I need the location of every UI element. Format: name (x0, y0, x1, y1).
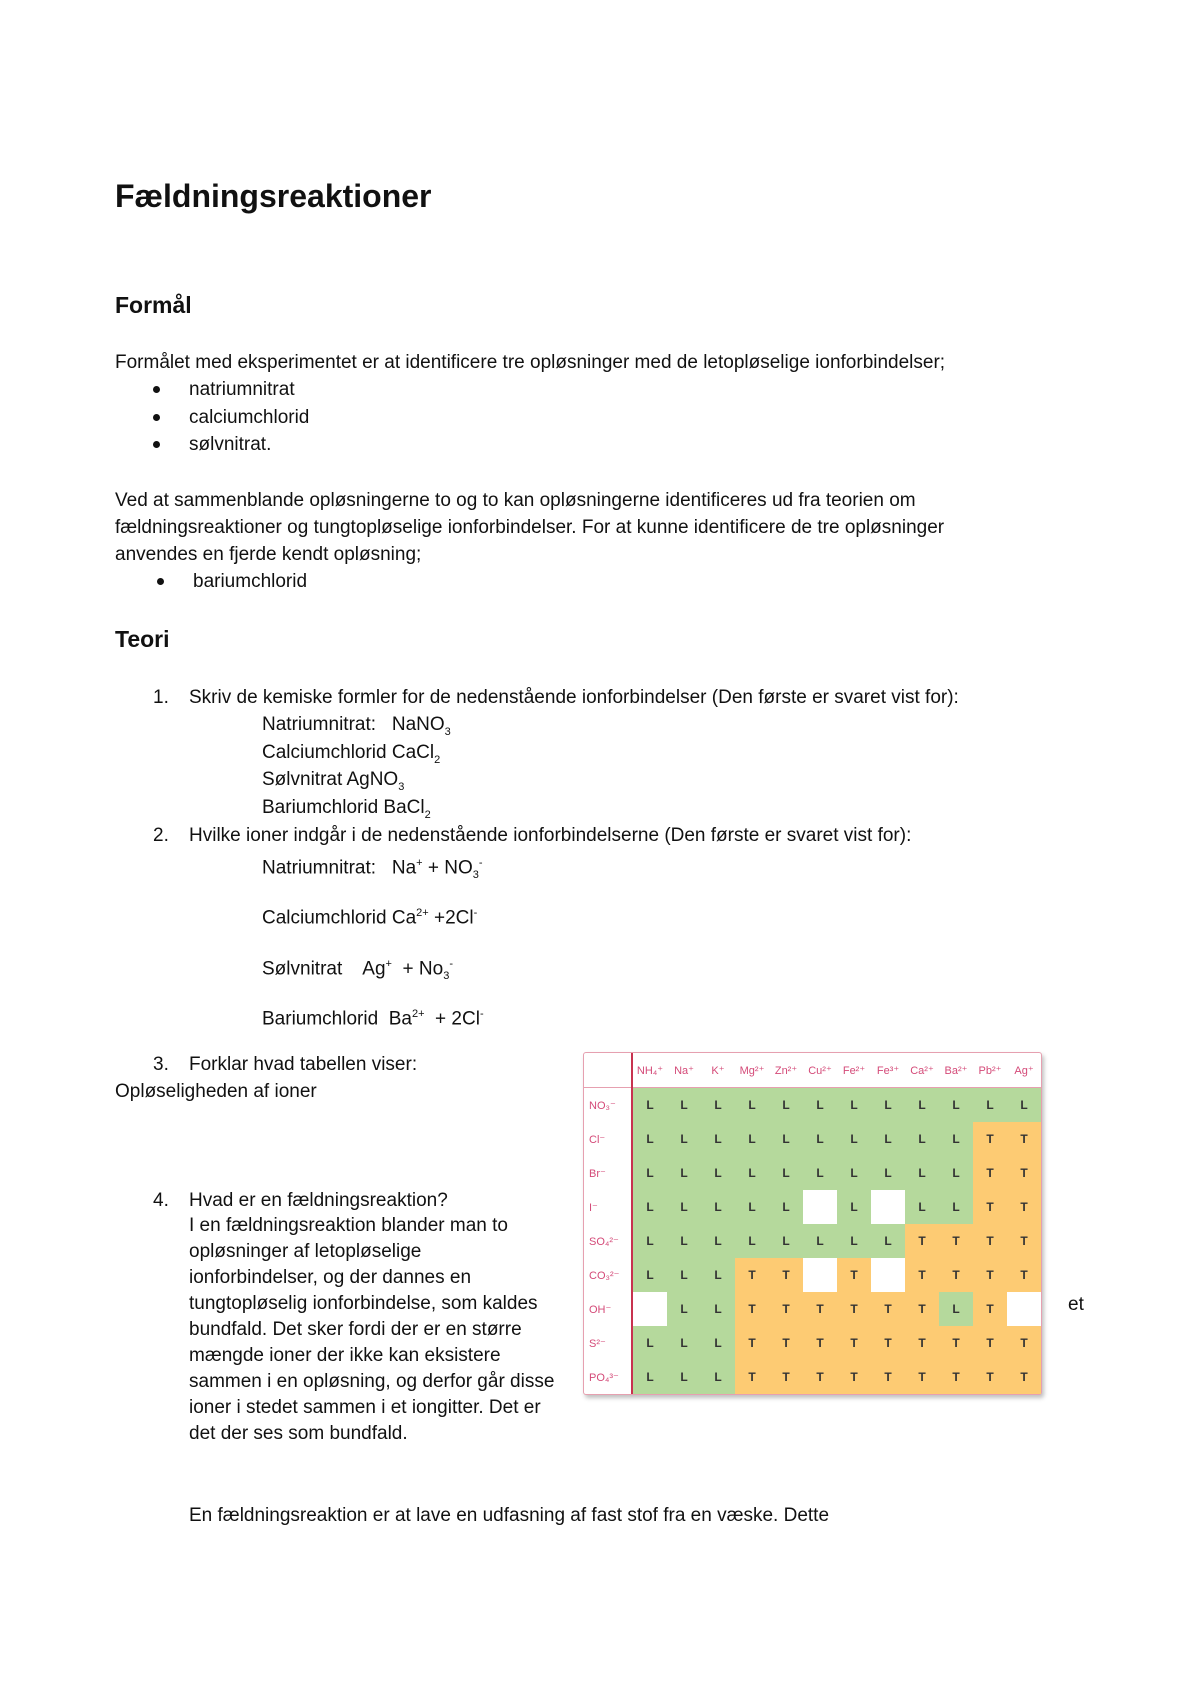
solubility-cell: L (769, 1122, 803, 1156)
formula-segment: - (449, 958, 454, 970)
table-row (584, 1156, 1041, 1190)
anion-header: PO₄³⁻ (584, 1360, 632, 1394)
solubility-cell: T (1007, 1190, 1041, 1224)
page-title: Fældningsreaktioner (115, 178, 432, 214)
ion-answer (262, 902, 477, 929)
question-number: 2. (153, 825, 169, 846)
paragraph-line: fældningsreaktioner og tungtopløselige ionforbindelser. For at kunne identificere de tre opløsninger (115, 517, 945, 538)
formula-segment: - (478, 857, 483, 869)
solubility-cell: T (803, 1326, 837, 1360)
solubility-cell: L (803, 1122, 837, 1156)
table-row (584, 1122, 1041, 1156)
solubility-cell: L (632, 1122, 667, 1156)
solubility-cell: L (667, 1224, 701, 1258)
solubility-cell: L (632, 1190, 667, 1224)
cation-header: Na⁺ (667, 1053, 701, 1088)
formula-segment: 3 (472, 869, 479, 882)
formaal-intro: Formålet med eksperimentet er at identificere tre opløsninger med de letopløselige ionforbindelser; (115, 352, 946, 373)
question-number: 4. (153, 1190, 169, 1211)
solubility-cell: L (803, 1224, 837, 1258)
formula-segment: +2Cl (428, 907, 474, 929)
solubility-cell: L (735, 1122, 769, 1156)
formula-segment: + (416, 857, 423, 869)
solubility-cell: T (769, 1292, 803, 1326)
closing-text: En fældningsreaktion er at lave en udfasning af fast stof fra en væske. Dette (189, 1505, 830, 1526)
solubility-cell: L (667, 1088, 701, 1123)
formula-segment: 3 (443, 970, 450, 983)
solubility-cell: L (701, 1088, 735, 1123)
answer-line: tungtopløselig ionforbindelse, som kaldes (189, 1293, 538, 1314)
formula-segment: Calciumchlorid CaCl (262, 742, 435, 763)
answer-line: sammen i en opløsning, og derfor går disse (189, 1371, 555, 1392)
formula-segment: + NO (422, 857, 473, 879)
list-item: bariumchlorid (193, 571, 308, 592)
solubility-cell: L (701, 1360, 735, 1394)
solubility-cell: L (735, 1156, 769, 1190)
formula-segment: + No (391, 958, 444, 980)
bullet-icon (153, 414, 160, 421)
bullet-icon (157, 578, 164, 585)
question-number: 1. (153, 687, 169, 708)
solubility-cell: T (871, 1326, 905, 1360)
list-item: calciumchlorid (189, 407, 310, 428)
anion-header: CO₃²⁻ (584, 1258, 632, 1292)
solubility-cell: T (837, 1292, 871, 1326)
solubility-cell: L (735, 1224, 769, 1258)
solubility-cell: L (939, 1292, 973, 1326)
table-row (584, 1360, 1041, 1394)
solubility-cell: T (1007, 1258, 1041, 1292)
solubility-cell: L (837, 1088, 871, 1123)
solubility-cell: T (837, 1326, 871, 1360)
solubility-cell: L (701, 1292, 735, 1326)
solubility-cell: L (667, 1326, 701, 1360)
solubility-cell: L (701, 1258, 735, 1292)
question-4-text: Hvad er en fældningsreaktion? (189, 1190, 448, 1211)
solubility-cell: L (667, 1122, 701, 1156)
answer-line: det der ses som bundfald. (189, 1423, 408, 1444)
solubility-cell: L (701, 1224, 735, 1258)
anion-header: NO₃⁻ (584, 1088, 632, 1123)
solubility-cell (803, 1258, 837, 1292)
ion-answer (262, 1003, 484, 1030)
solubility-cell (1007, 1292, 1041, 1326)
cation-header: NH₄⁺ (632, 1053, 667, 1088)
solubility-cell (632, 1292, 667, 1326)
formula-segment: 2 (434, 753, 441, 766)
anion-header: OH⁻ (584, 1292, 632, 1326)
solubility-cell: L (905, 1122, 939, 1156)
formula-segment: - (473, 907, 478, 919)
solubility-cell: T (939, 1258, 973, 1292)
table-row (584, 1224, 1041, 1258)
solubility-cell: L (973, 1088, 1007, 1123)
solubility-cell: L (632, 1088, 667, 1123)
answer-line: ioner i stedet sammen i et iongitter. Det er (189, 1397, 541, 1418)
solubility-cell: T (769, 1360, 803, 1394)
solubility-cell: L (871, 1156, 905, 1190)
cation-header: Fe³⁺ (871, 1053, 905, 1088)
solubility-cell: L (667, 1360, 701, 1394)
formula-segment: - (479, 1008, 484, 1020)
solubility-cell: L (769, 1156, 803, 1190)
solubility-cell: L (667, 1292, 701, 1326)
formula-segment: Calciumchlorid Ca (262, 907, 417, 929)
solubility-cell: T (769, 1258, 803, 1292)
formula-segment: 2+ (411, 1008, 425, 1020)
solubility-cell: L (632, 1360, 667, 1394)
solubility-cell: L (667, 1190, 701, 1224)
solubility-cell (803, 1190, 837, 1224)
solubility-cell: T (939, 1224, 973, 1258)
anion-header: SO₄²⁻ (584, 1224, 632, 1258)
anion-header: Br⁻ (584, 1156, 632, 1190)
solubility-cell: L (905, 1156, 939, 1190)
ion-answer (262, 953, 453, 987)
formula-segment: Bariumchlorid Ba (262, 1008, 412, 1030)
solubility-cell: L (837, 1190, 871, 1224)
table-row (584, 1258, 1041, 1292)
anion-header: Cl⁻ (584, 1122, 632, 1156)
paragraph-line: anvendes en fjerde kendt opløsning; (115, 544, 422, 565)
question-number: 3. (153, 1054, 169, 1075)
solubility-cell: T (905, 1224, 939, 1258)
solubility-cell: L (837, 1122, 871, 1156)
solubility-cell: T (905, 1360, 939, 1394)
formula-segment: Bariumchlorid BaCl (262, 797, 425, 818)
formula-answer (262, 797, 431, 826)
formula-segment: Sølvnitrat AgNO (262, 769, 399, 790)
solubility-cell: T (973, 1292, 1007, 1326)
formula-segment: Sølvnitrat Ag (262, 958, 386, 980)
solubility-cell: T (735, 1258, 769, 1292)
solubility-cell: L (905, 1088, 939, 1123)
solubility-cell: T (973, 1258, 1007, 1292)
answer-line: I en fældningsreaktion blander man to (189, 1215, 508, 1236)
formula-segment: + (385, 958, 392, 970)
solubility-cell: T (803, 1360, 837, 1394)
formula-segment: 3 (398, 780, 405, 793)
solubility-cell: L (667, 1156, 701, 1190)
solubility-cell: T (973, 1156, 1007, 1190)
solubility-cell: T (735, 1326, 769, 1360)
solubility-cell: L (701, 1156, 735, 1190)
question-2-text: Hvilke ioner indgår i de nedenstående ionforbindelserne (Den første er svaret vist for): (189, 825, 912, 846)
solubility-cell: T (973, 1326, 1007, 1360)
solubility-cell: L (1007, 1088, 1041, 1123)
solubility-table (583, 1052, 1042, 1395)
question-1-text: Skriv de kemiske formler for de nedenstående ionforbindelser (Den første er svaret vist for): (189, 687, 959, 708)
solubility-cell: T (1007, 1224, 1041, 1258)
stray-text: et (1068, 1294, 1084, 1315)
cation-header: Ca²⁺ (905, 1053, 939, 1088)
solubility-cell: T (871, 1360, 905, 1394)
cation-header: Ag⁺ (1007, 1053, 1041, 1088)
formula-segment: Natriumnitrat: Na (262, 857, 417, 879)
solubility-cell: T (735, 1292, 769, 1326)
solubility-cell: L (769, 1190, 803, 1224)
solubility-cell: T (973, 1360, 1007, 1394)
formula-answer (262, 769, 404, 798)
answer-line: mængde ioner der ikke kan eksistere (189, 1345, 501, 1366)
formula-segment: 3 (444, 725, 451, 738)
solubility-cell: L (939, 1088, 973, 1123)
table-row (584, 1326, 1041, 1360)
solubility-cell: L (769, 1224, 803, 1258)
formula-segment: 2+ (416, 907, 429, 919)
solubility-cell: T (735, 1360, 769, 1394)
solubility-cell: L (905, 1190, 939, 1224)
corner-cell (584, 1053, 632, 1088)
solubility-cell: T (939, 1360, 973, 1394)
solubility-cell: L (803, 1156, 837, 1190)
list-item: sølvnitrat. (189, 434, 272, 455)
solubility-cell: T (837, 1258, 871, 1292)
table-row (584, 1088, 1041, 1123)
solubility-cell: T (973, 1190, 1007, 1224)
solubility-cell: L (939, 1156, 973, 1190)
solubility-cell: L (701, 1190, 735, 1224)
anion-header: S²⁻ (584, 1326, 632, 1360)
table-row (584, 1190, 1041, 1224)
question-3-text: Forklar hvad tabellen viser: (189, 1054, 418, 1075)
solubility-cell (871, 1190, 905, 1224)
solubility-cell: T (1007, 1122, 1041, 1156)
cation-header: Zn²⁺ (769, 1053, 803, 1088)
table-row (584, 1292, 1041, 1326)
section-heading-formaal: Formål (115, 292, 192, 318)
solubility-cell: L (939, 1122, 973, 1156)
solubility-cell: L (871, 1088, 905, 1123)
solubility-cell: T (1007, 1156, 1041, 1190)
solubility-cell: L (632, 1326, 667, 1360)
solubility-cell: L (632, 1156, 667, 1190)
list-item: natriumnitrat (189, 379, 295, 400)
solubility-cell: T (905, 1258, 939, 1292)
cation-header: K⁺ (701, 1053, 735, 1088)
formula-answer (262, 714, 451, 743)
section-heading-teori: Teori (115, 626, 170, 652)
solubility-cell: L (769, 1088, 803, 1123)
bullet-icon (153, 441, 160, 448)
solubility-cell (871, 1258, 905, 1292)
solubility-cell: L (735, 1088, 769, 1123)
solubility-cell: L (632, 1224, 667, 1258)
cation-header: Mg²⁺ (735, 1053, 769, 1088)
solubility-cell: T (973, 1224, 1007, 1258)
bullet-icon (153, 386, 160, 393)
solubility-cell: T (973, 1122, 1007, 1156)
solubility-cell: L (701, 1122, 735, 1156)
ion-answer (262, 852, 483, 886)
cation-header: Pb²⁺ (973, 1053, 1007, 1088)
solubility-cell: L (837, 1224, 871, 1258)
solubility-cell: T (769, 1326, 803, 1360)
solubility-cell: L (735, 1190, 769, 1224)
formula-segment: + 2Cl (424, 1008, 480, 1030)
solubility-cell: T (1007, 1326, 1041, 1360)
paragraph-line: Ved at sammenblande opløsningerne to og to kan opløsningerne identificeres ud fra teorien om (115, 490, 916, 511)
solubility-cell: T (905, 1292, 939, 1326)
solubility-cell: L (871, 1122, 905, 1156)
solubility-cell: T (1007, 1360, 1041, 1394)
solubility-cell: L (667, 1258, 701, 1292)
cation-header: Ba²⁺ (939, 1053, 973, 1088)
solubility-cell: L (701, 1326, 735, 1360)
question-3-answer: Opløseligheden af ioner (115, 1081, 317, 1102)
solubility-cell: L (632, 1258, 667, 1292)
solubility-cell: L (871, 1224, 905, 1258)
solubility-cell: T (939, 1326, 973, 1360)
cation-header: Fe²⁺ (837, 1053, 871, 1088)
answer-line: ionforbindelser, og der dannes en (189, 1267, 472, 1288)
solubility-cell: L (939, 1190, 973, 1224)
answer-line: opløsninger af letopløselige (189, 1241, 422, 1262)
answer-line: bundfald. Det sker fordi der er en større (189, 1319, 522, 1340)
solubility-cell: L (803, 1088, 837, 1123)
cation-header: Cu²⁺ (803, 1053, 837, 1088)
solubility-cell: T (803, 1292, 837, 1326)
formula-segment: 2 (424, 808, 431, 821)
anion-header: I⁻ (584, 1190, 632, 1224)
formula-segment: Natriumnitrat: NaNO (262, 714, 445, 735)
solubility-cell: T (905, 1326, 939, 1360)
solubility-cell: T (871, 1292, 905, 1326)
solubility-cell: L (837, 1156, 871, 1190)
solubility-cell: T (837, 1360, 871, 1394)
formula-answer (262, 742, 440, 771)
